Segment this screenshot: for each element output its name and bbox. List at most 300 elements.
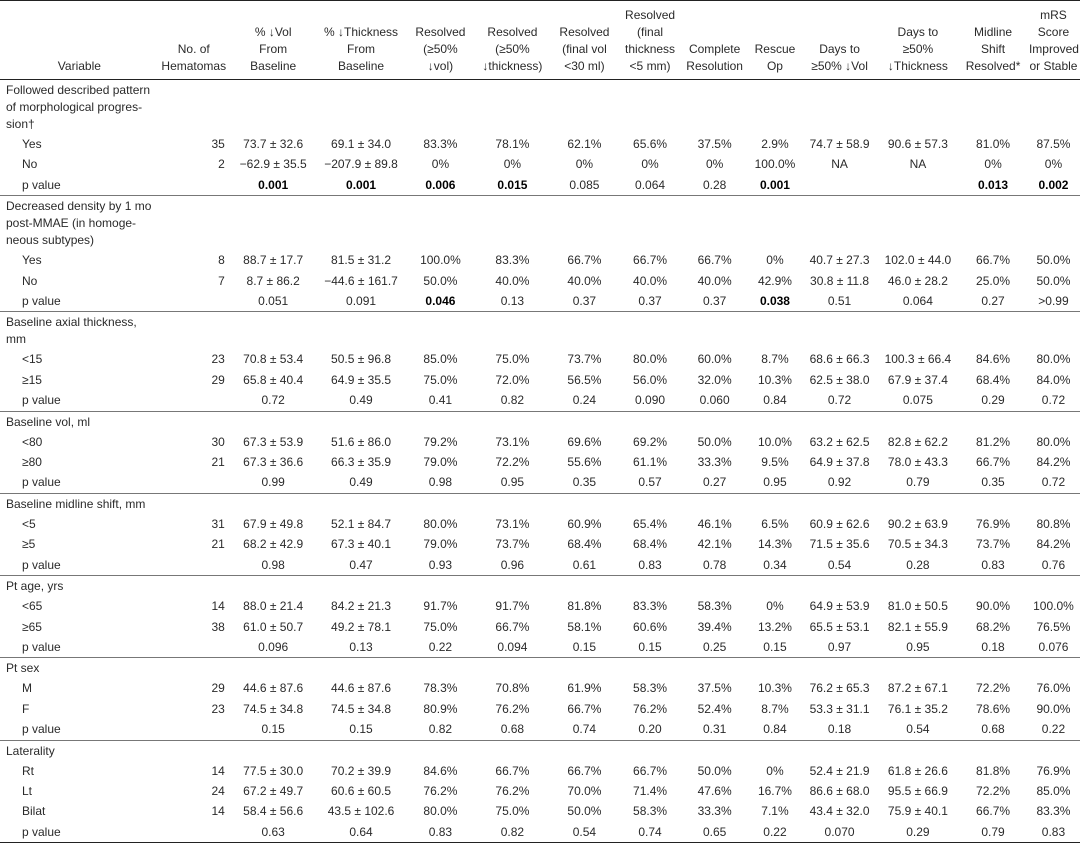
table-cell: 52.1 ± 84.7 [331,516,392,531]
pvalue-cell: 0.96 [500,557,525,572]
table-cell: 76.1 ± 35.2 [887,701,948,716]
pvalue-cell: 0.18 [981,639,1005,654]
table-cell: 91.7% [423,599,458,614]
table-cell: 67.2 ± 49.7 [243,783,304,798]
table-cell: 7.1% [761,804,789,819]
table-cell: 67.9 ± 37.4 [887,372,948,387]
table-cell: 21 [211,537,225,552]
pvalue-cell: 0.95 [500,475,525,490]
row-label: No [22,273,38,288]
pvalue-cell [231,175,316,196]
pvalue-cell: 0.15 [763,639,787,654]
pvalue-cell [877,175,960,196]
pvalue-cell: 0.35 [572,475,597,490]
row-label: M [22,681,32,696]
table-cell: 80.0% [423,804,458,819]
table-cell: 72.2% [495,455,530,470]
table-cell: 16.7% [757,783,792,798]
pvalue-label: p value [22,722,61,737]
column-header: % ↓Thickness From Baseline [316,1,407,80]
pvalue-cell: 0.54 [827,557,852,572]
table-row [0,617,1080,637]
table-cell: 76.2% [495,701,530,716]
table-cell: 84.6% [423,763,458,778]
table-cell: 58.4 ± 56.6 [243,804,304,819]
table-cell: 0% [1044,157,1063,172]
table-cell: 0% [641,157,659,172]
table-cell: 50.5 ± 96.8 [331,352,392,367]
table-cell: 30 [211,434,225,449]
row-label: Yes [22,137,42,151]
table-cell: 0% [766,763,784,778]
table-cell: 67.3 ± 36.6 [243,455,304,470]
table-cell: 10.0% [757,434,792,449]
table-cell: 83.3% [423,137,458,151]
table-cell: 42.9% [757,273,792,288]
pvalue-cell: 0.34 [763,557,787,572]
pvalue-cell: 0.83 [638,557,662,572]
pvalue-cell: >0.99 [1038,294,1069,309]
table-cell: 56.5% [567,372,602,387]
pvalue-cell: 0.57 [638,475,662,490]
pvalue-cell: 0.27 [702,475,727,490]
table-cell: 69.2% [633,434,668,449]
table-cell: 51.6 ± 86.0 [331,434,392,449]
pvalue-cell: 0.37 [638,294,662,309]
pvalue-cell: 0.82 [428,722,453,737]
pvalue-cell: 0.064 [902,294,933,309]
pvalue-cell: 0.82 [474,822,550,843]
table-cell: 58.3% [697,599,732,614]
table-cell: 64.9 ± 53.9 [809,599,870,614]
table-row [0,801,1080,821]
table-cell: 13.2% [757,619,792,634]
table-cell: 62.5 ± 38.0 [809,372,870,387]
pvalue-row [0,390,1080,411]
pvalue-cell [157,637,231,658]
table-cell: 0% [705,157,724,172]
pvalue-cell: 0.28 [702,177,727,192]
table-cell: 69.6% [567,434,602,449]
table-cell: 66.7% [976,253,1011,268]
pvalue-cell: 0.13 [349,639,373,654]
pvalue-cell: 0.29 [981,393,1005,408]
table-cell: 0% [503,157,522,172]
table-cell: 75.0% [423,372,458,387]
pvalue-cell: 0.27 [981,294,1005,309]
column-header: Resolved (≥50% ↓thickness) [474,1,550,80]
table-cell: 78.6% [976,701,1011,716]
significant-pvalue: 0.002 [1038,177,1069,192]
table-cell: 81.5 ± 31.2 [331,253,392,268]
table-row [0,534,1080,554]
table-cell: 52.4% [697,701,732,716]
table-cell: 74.5 ± 34.8 [243,701,304,716]
pvalue-cell: 0.15 [349,722,373,737]
table-cell: 73.1% [495,434,530,449]
table-cell: 60.6 ± 60.5 [331,783,392,798]
table-cell: 90.0% [976,599,1011,614]
table-cell: 70.8% [495,681,530,696]
pvalue-label: p value [22,393,61,408]
pvalue-cell: 0.090 [635,393,666,408]
table-cell: 44.6 ± 87.6 [331,681,392,696]
pvalue-row [0,472,1080,493]
pvalue-cell: 0.060 [699,393,730,408]
pvalue-row [0,719,1080,740]
table-cell: 35 [211,137,225,151]
pvalue-cell: 0.93 [428,557,453,572]
table-cell: −207.9 ± 89.8 [324,157,398,172]
table-cell: 50.0% [423,273,458,288]
table-cell: 0% [766,253,784,268]
row-label: F [22,701,30,716]
table-row [0,452,1080,472]
table-cell: NA [909,157,927,172]
table-cell: 83.3% [633,599,668,614]
pvalue-cell [157,555,231,576]
pvalue-cell [157,822,231,843]
pvalue-label: p value [0,822,157,843]
row-label: ≥65 [22,619,42,634]
pvalue-cell: 0.28 [906,557,930,572]
pvalue-cell [157,390,231,411]
table-cell: 58.3% [633,804,668,819]
significant-pvalue: 0.038 [759,294,790,309]
pvalue-cell: 0.37 [572,294,597,309]
table-cell: 102.0 ± 44.0 [884,253,952,268]
group-label: Baseline midline shift, mm [0,493,1080,514]
table-cell: 6.5% [761,516,789,531]
table-cell: 40.0% [697,273,732,288]
table-cell: 88.7 ± 17.7 [243,253,304,268]
pvalue-cell [407,291,475,312]
table-cell: 66.7% [495,619,530,634]
row-label: Lt [22,783,33,798]
table-cell: 23 [211,352,225,367]
pvalue-cell: 0.74 [572,722,597,737]
table-cell: NA [831,157,848,172]
column-header: Days to ≥50% ↓Vol [803,1,877,80]
table-cell: 61.9% [567,681,602,696]
table-row [0,154,1080,174]
table-cell: 40.0% [495,273,530,288]
table-cell: 75.9 ± 40.1 [887,804,948,819]
table-cell: 75.0% [423,619,458,634]
table-cell: 86.6 ± 68.0 [809,783,870,798]
table-row [0,432,1080,452]
table-cell: 76.2% [495,783,530,798]
table-cell: 80.9% [423,701,458,716]
table-cell: 80.0% [1036,434,1071,449]
table-cell: 14 [211,804,225,819]
table-cell: 58.1% [567,619,602,634]
group-label: Decreased density by 1 mo post-MMAE (in homoge- neous subtypes) [0,196,1080,251]
table-cell: 69.1 ± 34.0 [331,137,392,151]
table-cell: 90.2 ± 63.9 [887,516,948,531]
pvalue-cell: 0.95 [906,639,930,654]
table-row [0,761,1080,781]
pvalue-cell: 0.15 [638,639,662,654]
table-cell: 81.2% [976,434,1011,449]
pvalue-cell: 0.64 [316,822,407,843]
pvalue-cell [157,291,231,312]
table-cell: 7 [218,273,225,288]
pvalue-label: p value [22,177,61,192]
table-cell: 79.2% [423,434,458,449]
table-cell: 65.6% [633,137,668,151]
table-cell: 68.4% [976,372,1011,387]
pvalue-cell: 0.83 [981,557,1005,572]
table-row [0,349,1080,369]
table-row [0,514,1080,534]
pvalue-cell: 0.37 [702,294,727,309]
significant-pvalue: 0.013 [978,177,1009,192]
table-cell: 75.0% [495,804,530,819]
table-cell: 8.7 ± 86.2 [246,273,300,288]
column-header: mRS Score Improved or Stable [1027,1,1080,80]
table-row [0,134,1080,154]
table-cell: 74.5 ± 34.8 [331,701,392,716]
table-cell: 60.9% [567,516,602,531]
table-cell: 10.3% [757,681,792,696]
table-cell: 67.9 ± 49.8 [243,516,304,531]
table-cell: 80.8% [1036,516,1071,531]
table-cell: 70.0% [567,783,602,798]
pvalue-cell: 0.085 [569,177,600,192]
table-cell: 80.0% [1036,352,1071,367]
table-cell: 83.3% [495,253,530,268]
pvalue-cell: 0.61 [572,557,597,572]
table-cell: 63.2 ± 62.5 [809,434,870,449]
table-cell: 72.2% [976,681,1011,696]
pvalue-cell [747,291,802,312]
table-cell: 44.6 ± 87.6 [243,681,304,696]
table-cell: 76.2% [633,701,668,716]
table-cell: 38 [211,619,225,634]
pvalue-cell: 0.15 [261,722,285,737]
pvalue-cell [407,175,475,196]
group-header-row [0,576,1080,597]
pvalue-cell [959,175,1027,196]
pvalue-cell [474,175,550,196]
table-cell: 23 [211,701,225,716]
pvalue-cell: 0.051 [258,294,289,309]
table-cell: 8.7% [761,701,789,716]
table-cell: 72.0% [495,372,530,387]
pvalue-cell: 0.83 [1027,822,1080,843]
table-cell: 0% [575,157,594,172]
pvalue-cell: 0.63 [231,822,316,843]
table-cell: 76.0% [1036,681,1071,696]
table-cell: 72.2% [976,783,1011,798]
pvalue-cell: 0.076 [1038,639,1069,654]
pvalue-cell: 0.22 [747,822,802,843]
table-cell: 70.5 ± 34.3 [887,537,948,552]
group-header-row [0,80,1080,135]
row-label: <80 [22,434,43,449]
table-cell: 40.0% [633,273,668,288]
pvalue-cell [747,175,802,196]
row-label: ≥5 [22,537,36,552]
table-cell: 70.8 ± 53.4 [243,352,304,367]
table-cell: 60.0% [697,352,732,367]
table-cell: 32.0% [697,372,732,387]
pvalue-cell [157,719,231,740]
table-cell: 76.9% [1036,763,1071,778]
pvalue-cell: 0.95 [763,475,787,490]
table-cell: 50.0% [697,434,732,449]
significant-pvalue: 0.046 [425,294,456,309]
pvalue-cell: 0.13 [500,294,525,309]
table-cell: 65.8 ± 40.4 [243,372,304,387]
table-cell: 81.8% [976,763,1011,778]
table-cell: 50.0% [1036,273,1071,288]
table-cell: 68.4% [567,537,602,552]
table-cell: 76.2% [423,783,458,798]
table-header-row [0,1,1080,80]
table-cell: 61.8 ± 26.6 [887,763,948,778]
column-header: Days to ≥50% ↓Thickness [877,1,960,80]
table-cell: 67.3 ± 40.1 [331,537,392,552]
group-header-row [0,658,1080,679]
pvalue-cell: 0.74 [618,822,682,843]
column-header: Resolved (≥50% ↓vol) [407,1,475,80]
table-cell: 87.5% [1036,137,1071,151]
pvalue-cell: 0.68 [981,722,1005,737]
table-cell: 43.5 ± 102.6 [327,804,395,819]
pvalue-cell: 0.79 [959,822,1027,843]
table-cell: 82.8 ± 62.2 [887,434,948,449]
table-cell: 66.7% [567,253,602,268]
table-cell: 64.9 ± 37.8 [809,455,870,470]
table-cell: 78.3% [423,681,458,696]
significant-pvalue: 0.006 [425,177,456,192]
table-cell: 2 [218,157,225,172]
pvalue-cell [316,175,407,196]
table-cell: 79.0% [423,537,458,552]
table-cell: 83.3% [1036,804,1071,819]
pvalue-cell: 0.84 [763,722,787,737]
table-cell: 66.7% [495,763,530,778]
table-row [0,596,1080,616]
pvalue-cell [157,472,231,493]
table-cell: 81.8% [567,599,602,614]
significant-pvalue: 0.001 [759,177,790,192]
group-label: Pt sex [0,658,1080,679]
pvalue-cell: 0.98 [428,475,453,490]
table-cell: 0% [984,157,1002,172]
table-cell: 84.2% [1036,537,1071,552]
pvalue-cell: 0.31 [702,722,727,737]
pvalue-cell: 0.65 [682,822,748,843]
group-label: Followed described pattern of morphological progres- sion† [0,80,1080,135]
table-cell: 84.2% [1036,455,1071,470]
table-cell: 68.2% [976,619,1011,634]
table-cell: −62.9 ± 35.5 [239,157,307,172]
pvalue-cell: 0.79 [906,475,930,490]
table-cell: 14 [211,763,225,778]
group-label: Baseline vol, ml [0,411,1080,432]
table-cell: 85.0% [1036,783,1071,798]
table-cell: 78.1% [495,137,530,151]
table-cell: 79.0% [423,455,458,470]
table-cell: 68.2 ± 42.9 [243,537,304,552]
pvalue-cell: 0.51 [827,294,852,309]
pvalue-row [0,291,1080,312]
pvalue-label: p value [22,294,61,309]
table-cell: 65.4% [633,516,668,531]
row-label: <15 [22,352,43,367]
group-header-row [0,411,1080,432]
table-cell: 74.7 ± 58.9 [809,137,870,151]
row-label: <5 [22,516,36,531]
pvalue-row [0,822,1080,843]
table-cell: 73.7% [567,352,602,367]
table-cell: 31 [211,516,225,531]
table-cell: 33.3% [697,804,732,819]
table-body [0,80,1080,843]
table-cell: 66.7% [567,701,602,716]
table-cell: 66.3 ± 35.9 [331,455,392,470]
pvalue-cell: 0.064 [635,177,666,192]
pvalue-cell: 0.72 [827,393,852,408]
table-cell: 100.3 ± 66.4 [884,352,952,367]
pvalue-cell: 0.54 [906,722,930,737]
pvalue-cell: 0.15 [572,639,597,654]
table-row [0,699,1080,719]
table-cell: 46.0 ± 28.2 [887,273,948,288]
table-row [0,370,1080,390]
column-header: Variable [0,1,157,80]
table-cell: 37.5% [697,137,732,151]
column-header: % ↓Vol From Baseline [231,1,316,80]
column-header: Midline Shift Resolved* [959,1,1027,80]
table-cell: 66.7% [697,253,732,268]
pvalue-cell: 0.24 [572,393,597,408]
pvalue-cell: 0.25 [702,639,727,654]
column-header: Resolved (final thickness <5 mm) [618,1,682,80]
pvalue-cell: 0.18 [827,722,852,737]
significant-pvalue: 0.001 [258,177,289,192]
table-cell: 40.0% [567,273,602,288]
table-cell: 40.7 ± 27.3 [809,253,870,268]
table-cell: 73.7% [495,537,530,552]
pvalue-cell: 0.29 [877,822,960,843]
pvalue-cell: 0.97 [827,639,852,654]
table-cell: 84.6% [976,352,1011,367]
pvalue-cell: 0.68 [500,722,525,737]
column-header: No. of Hematomas [157,1,231,80]
significant-pvalue: 0.001 [346,177,377,192]
table-cell: 64.9 ± 35.5 [331,372,392,387]
pvalue-cell: 0.83 [407,822,475,843]
pvalue-cell: 0.98 [261,557,285,572]
pvalue-cell: 0.22 [428,639,453,654]
table-cell: 66.7% [976,804,1011,819]
table-cell: 50.0% [1036,253,1071,268]
table-cell: 14 [211,599,225,614]
table-cell: 50.0% [567,804,602,819]
table-cell: 60.6% [633,619,668,634]
table-cell: 90.6 ± 57.3 [887,137,948,151]
table-cell: 66.7% [567,763,602,778]
table-cell: 76.9% [976,516,1011,531]
table-cell: 37.5% [697,681,732,696]
table-cell: 73.7 ± 32.6 [243,137,304,151]
table-cell: 73.7% [976,537,1011,552]
table-cell: 47.6% [697,783,732,798]
